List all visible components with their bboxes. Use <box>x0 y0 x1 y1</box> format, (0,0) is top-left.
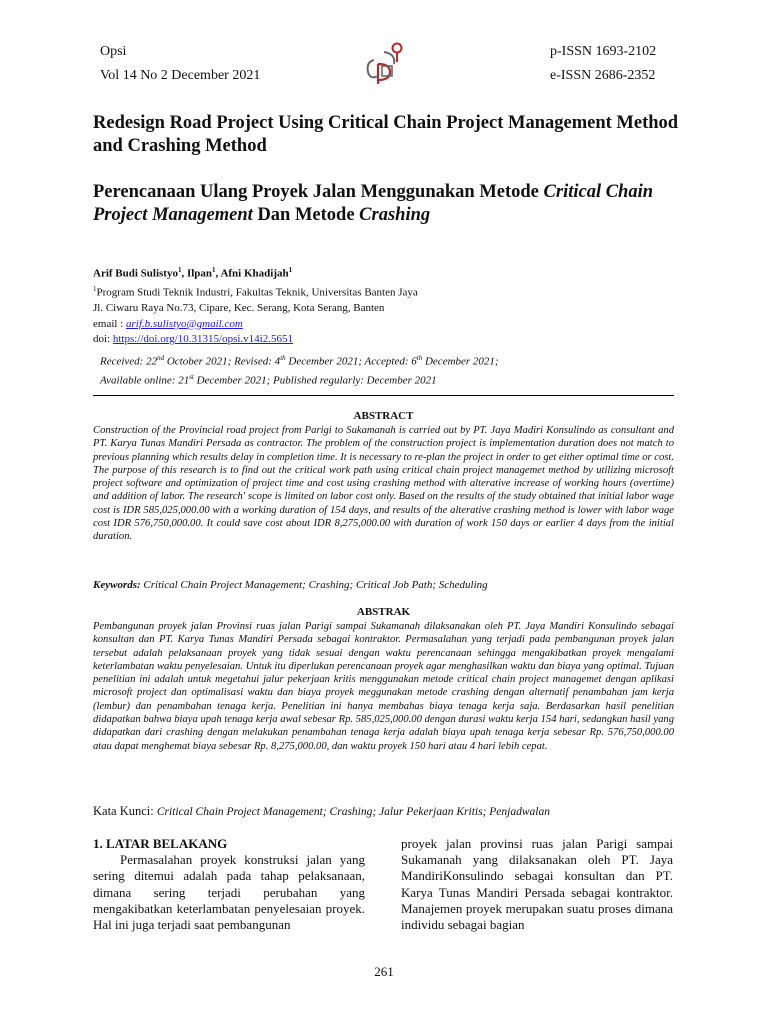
abstrak-text: Pembangunan proyek jalan Provinsi ruas jalan Parigi sampai Sukamanah dilaksanakan oleh PT. Jaya Mandiri Konsulindo sebagai konsultan dan PT. Karya Tunas Mandiri Persada sebagai kontraktor. Permasalahan yang terjadi pada pembangunan proyek jalan tersebut adalah pelaksanaan proyek yang tidak sesuai dengan waktu perencanaan sehingga mengakibatkan proyek mengalami keterlambatan waktu penyelesaian. Untuk itu diperlukan perencanaan proyek agar menghasilkan waktu dan biaya yang optimal. Tujuan penelitian ini adalah untuk megetahui jalur pekerjaan kritis menggunakan metode critical chain project managemet dengan aplikasi microsoft project dan optimalisasi waktu dan biaya proyek meggunakan metode crashing dengan alternatif penambahan jam kerja (lembur) dan penambahan tenaga kerja. Penelitian ini hanya membahas biaya tenaga kerja saja. Berdasarkan hasil penelitian didapatkan bahwa biaya upah tenaga kerja awal sebesar Rp. 585,025,000.00 dengan durasi waktu kerja 154 hari, sedangkan hasil yang didapatkan dari crashing dengan melakukan penambahan tenaga kerja adalah biaya upah tenaga kerja sebesar Rp. 576,750,000.00 atau dapat menghemat biaya sebesar Rp. 8,275,000.00, dan waktu proyek 150 hari atau 4 hari lebih cepat. <box>93 621 674 752</box>
affiliation: $^1$Program Studi Teknik Industri, Fakultas Teknik, Universitas Banten Jaya <box>93 285 418 299</box>
keywords: Keywords: Critical Chain Project Management; Crashing; Critical Job Path; Scheduling <box>93 579 488 591</box>
kata-kunci: Kata Kunci: Critical Chain Project Management; Crashing; Jalur Pekerjaan Kritis; Penjadwalan <box>93 804 550 818</box>
journal-volume: Vol 14 No 2 December 2021 <box>100 68 261 83</box>
abstract-heading: ABSTRACT <box>353 410 414 422</box>
email-link[interactable]: arif.b.sulistyo@gmail.com <box>126 317 243 330</box>
author-block <box>93 263 683 348</box>
abstrak-heading: ABSTRAK <box>356 606 411 618</box>
e-issn: e-ISSN 2686-2352 <box>550 68 656 83</box>
right-column <box>401 836 673 933</box>
section-heading: 1. LATAR BELAKANG <box>93 836 228 851</box>
paper-title-indonesian: Perencanaan Ulang Proyek Jalan Menggunakan Metode Critical Chain Project Management Dan Metode Crashing <box>93 182 654 225</box>
journal-name: Opsi <box>100 44 127 59</box>
p-issn: p-ISSN 1693-2102 <box>550 44 657 59</box>
divider <box>93 395 674 396</box>
left-column <box>93 836 365 933</box>
paper-title-english: Redesign Road Project Using Critical Chain Project Management Method and Crashing Method <box>93 113 679 156</box>
address: Jl. Ciwaru Raya No.73, Cipare, Kec. Serang, Kota Serang, Banten <box>93 302 385 315</box>
abstract-text: Construction of the Provincial road project from Parigi to Sukamanah is carried out by PT. Jaya Madiri Konsulindo as consultant and PT. Karya Tunas Mandiri Persada as contractor. The problem of the construction project is implementation duration does not match to previous planning which results delay in completion time. It is necessary to re-plan the project in order to get either optimal time or cost. The purpose of this research is to find out the critical work path using critical chain project managemet method by utilizing microsoft project software and optimization of project time and cost using crashing method with alterative increase of working hours (overtime) and addition of labor. The research' scope is limited on labor cost only. Based on the results of the study obtained that initial labor wage cost is IDR 585,025,000.00 with a working duration of 154 days, and results of the alterative crashing method is lower with labor wage cost IDR 576,750,000.00. It could save cost about IDR 8,275,000.00 with duration of work 150 days or earlier 4 days from the initial duration. <box>93 425 674 543</box>
paragraph: proyek jalan provinsi ruas jalan Parigi sampai Sukamanah yang dilaksanakan oleh PT. Jaya MandiriKonsulindo sebagai konsultan dan PT. Karya Tunas Mandiri Persada sebagai kontraktor. Manajemen proyek merupakan suatu proses dimana individu sebagai bagian <box>401 836 673 933</box>
page-number: 261 <box>374 964 394 979</box>
paragraph: Permasalahan proyek konstruksi jalan yang sering ditemui adalah pada tahap pelaksanaan, dimana sering terjadi perubahan yang mengakibatkan keterlambatan penyelesaian proyek. Hal ini juga terjadi saat pembangunan <box>93 852 365 933</box>
author-names: Arif Budi Sulistyo$^1$, Ilpan$^1$, Afni Khadijah$^1$ <box>93 266 293 280</box>
journal-logo <box>360 40 408 86</box>
doi-link[interactable]: https://doi.org/10.31315/opsi.v14i2.5651 <box>112 333 293 346</box>
publication-dates: Received: 22nd October 2021; Revised: 4th December 2021; Accepted: 6th December 2021; Available online: 21st December 2021; Published regularly: December 2021 <box>100 354 499 387</box>
doi-line: doi: https://doi.org/10.31315/opsi.v14i2.5651 <box>93 333 293 346</box>
email-line: email : arif.b.sulistyo@gmail.com <box>93 317 243 330</box>
